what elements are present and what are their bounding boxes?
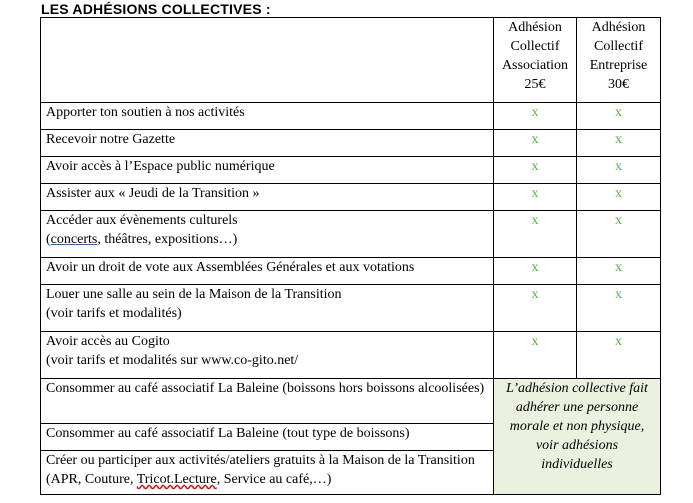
collective-note: L’adhésion collective fait adhérer une personne morale et non physique, voir adhésions individuelles — [494, 379, 661, 495]
check-association: x — [494, 130, 577, 157]
check-association: x — [494, 184, 577, 211]
table-row — [41, 103, 661, 130]
row-label: Avoir un droit de vote aux Assemblées Générales et aux votations — [41, 258, 494, 285]
table-row — [41, 258, 661, 285]
row-label: Avoir accès à l’Espace public numérique — [41, 157, 494, 184]
check-association: x — [494, 285, 577, 332]
check-entreprise: x — [577, 130, 661, 157]
check-association: x — [494, 103, 577, 130]
table-row — [41, 184, 661, 211]
check-entreprise: x — [577, 211, 661, 258]
row-label: Créer ou participer aux activités/ateliers gratuits à la Maison de la Transition (APR, Couture, Tricot.Lecture, Service au café,…) — [41, 451, 494, 495]
row-label: Assister aux « Jeudi de la Transition » — [41, 184, 494, 211]
check-association: x — [494, 211, 577, 258]
check-entreprise: x — [577, 103, 661, 130]
check-entreprise: x — [577, 258, 661, 285]
header-empty-cell — [41, 18, 494, 103]
table-row — [41, 211, 661, 258]
check-association: x — [494, 258, 577, 285]
table-row — [41, 332, 661, 379]
concerts-link[interactable]: concerts — [50, 232, 98, 247]
table-row — [41, 157, 661, 184]
check-entreprise: x — [577, 157, 661, 184]
row-label: Apporter ton soutien à nos activités — [41, 103, 494, 130]
row-label: Avoir accès au Cogito (voir tarifs et modalités sur www.co-gito.net/ — [41, 332, 494, 379]
check-association: x — [494, 332, 577, 379]
row-label: Louer une salle au sein de la Maison de la Transition (voir tarifs et modalités) — [41, 285, 494, 332]
table-row — [41, 285, 661, 332]
header-entreprise: Adhésion Collectif Entreprise 30€ — [577, 18, 661, 103]
table-row — [41, 130, 661, 157]
section-title: LES ADHÉSIONS COLLECTIVES : — [41, 1, 271, 17]
table-row — [41, 379, 661, 424]
check-entreprise: x — [577, 184, 661, 211]
check-entreprise: x — [577, 285, 661, 332]
price-association: 25€ — [524, 77, 546, 92]
table-header-row — [41, 18, 661, 103]
row-label: Accéder aux évènements culturels (concerts, théâtres, expositions…) — [41, 211, 494, 258]
check-entreprise: x — [577, 332, 661, 379]
row-label: Consommer au café associatif La Baleine (boissons hors boissons alcoolisées) — [41, 379, 494, 424]
header-association: Adhésion Collectif Association 25€ — [494, 18, 577, 103]
row-label: Consommer au café associatif La Baleine (tout type de boissons) — [41, 424, 494, 451]
price-entreprise: 30€ — [608, 77, 629, 92]
check-association: x — [494, 157, 577, 184]
membership-table — [40, 17, 661, 495]
row-label: Recevoir notre Gazette — [41, 130, 494, 157]
